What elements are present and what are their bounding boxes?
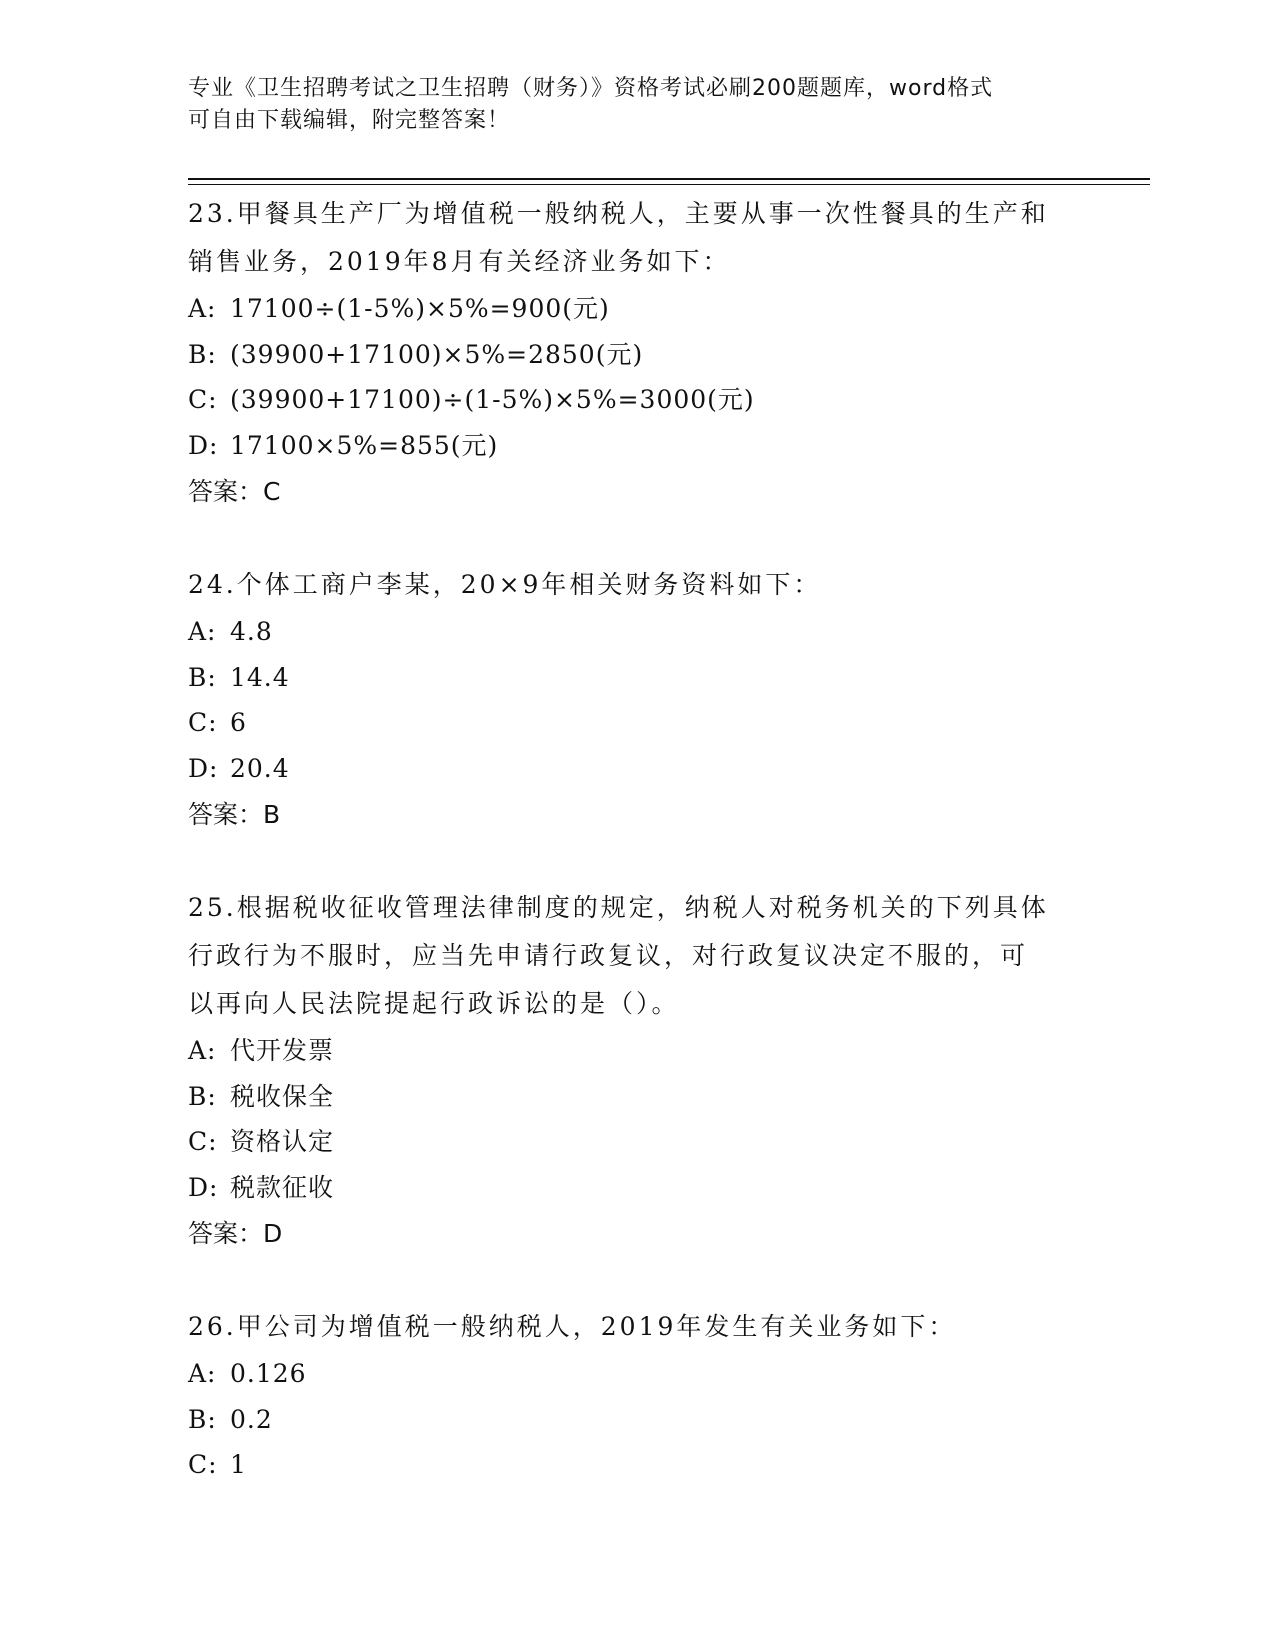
question-stem-line: 25.根据税收征收管理法律制度的规定，纳税人对税务机关的下列具体 bbox=[188, 893, 1049, 922]
option-key: A: bbox=[188, 1036, 217, 1065]
option-text: 14.4 bbox=[230, 662, 290, 692]
option-text: 17100×5%=855(元) bbox=[230, 430, 499, 460]
option-d bbox=[188, 746, 1088, 792]
option-text: 1 bbox=[230, 1450, 247, 1479]
option-a bbox=[188, 286, 1088, 332]
option-key: B: bbox=[188, 662, 217, 692]
question-stem-line: 24.个体工商户李某，20×9年相关财务资料如下： bbox=[188, 570, 822, 599]
option-text: 0.2 bbox=[230, 1404, 273, 1434]
option-text: 6 bbox=[230, 708, 247, 737]
option-key: C: bbox=[188, 385, 218, 414]
option-key: C: bbox=[188, 708, 218, 737]
question-26 bbox=[188, 1303, 1088, 1488]
option-d bbox=[188, 423, 1088, 469]
option-key: B: bbox=[188, 1081, 217, 1111]
option-key: C: bbox=[188, 1450, 218, 1479]
option-c bbox=[188, 700, 1088, 746]
option-b bbox=[188, 655, 1088, 701]
answer: 答案：C bbox=[188, 477, 281, 506]
option-c bbox=[188, 377, 1088, 423]
option-a bbox=[188, 609, 1088, 655]
question-23 bbox=[188, 190, 1088, 515]
question-stem-line: 26.甲公司为增值税一般纳税人，2019年发生有关业务如下： bbox=[188, 1312, 957, 1341]
question-25 bbox=[188, 884, 1088, 1257]
option-text: 代开发票 bbox=[230, 1036, 335, 1065]
option-c bbox=[188, 1119, 1088, 1165]
question-stem-line: 行政行为不服时，应当先申请行政复议，对行政复议决定不服的，可 bbox=[188, 941, 1029, 970]
option-text: 17100÷(1-5%)×5%=900(元) bbox=[230, 294, 610, 323]
option-text: (39900+17100)÷(1-5%)×5%=3000(元) bbox=[230, 385, 755, 414]
option-a bbox=[188, 1351, 1088, 1397]
option-text: 税款征收 bbox=[230, 1172, 335, 1202]
option-key: D: bbox=[188, 430, 219, 460]
option-a bbox=[188, 1028, 1088, 1074]
question-list bbox=[188, 190, 1088, 1534]
option-d bbox=[188, 1165, 1088, 1211]
option-text: 资格认定 bbox=[230, 1127, 335, 1156]
option-key: C: bbox=[188, 1127, 218, 1156]
document-header bbox=[188, 73, 1088, 137]
option-c bbox=[188, 1442, 1088, 1488]
option-text: 0.126 bbox=[230, 1359, 307, 1388]
option-key: D: bbox=[188, 1172, 219, 1202]
answer: 答案：D bbox=[188, 1219, 283, 1248]
option-key: B: bbox=[188, 339, 217, 369]
option-key: D: bbox=[188, 753, 219, 783]
option-b bbox=[188, 1074, 1088, 1120]
option-text: 20.4 bbox=[230, 753, 290, 783]
header-title-line-1: 专业《卫生招聘考试之卫生招聘（财务）》资格考试必刷200题题库，word格式 bbox=[188, 76, 994, 101]
option-b bbox=[188, 1397, 1088, 1443]
option-text: (39900+17100)×5%=2850(元) bbox=[230, 339, 644, 369]
option-text: 4.8 bbox=[230, 617, 273, 646]
option-text: 税收保全 bbox=[230, 1081, 335, 1111]
option-key: B: bbox=[188, 1404, 217, 1434]
answer: 答案：B bbox=[188, 800, 281, 829]
option-key: A: bbox=[188, 294, 217, 323]
header-divider-thick bbox=[188, 178, 1150, 180]
header-divider-thin bbox=[188, 184, 1150, 185]
option-b bbox=[188, 332, 1088, 378]
question-stem-line: 销售业务，2019年8月有关经济业务如下： bbox=[188, 247, 731, 276]
header-title-line-2: 可自由下载编辑，附完整答案！ bbox=[188, 108, 511, 133]
question-stem-line: 以再向人民法院提起行政诉讼的是（）。 bbox=[188, 989, 680, 1018]
option-key: A: bbox=[188, 1359, 217, 1388]
question-24 bbox=[188, 561, 1088, 838]
option-key: A: bbox=[188, 617, 217, 646]
question-stem-line: 23.甲餐具生产厂为增值税一般纳税人，主要从事一次性餐具的生产和 bbox=[188, 199, 1049, 228]
